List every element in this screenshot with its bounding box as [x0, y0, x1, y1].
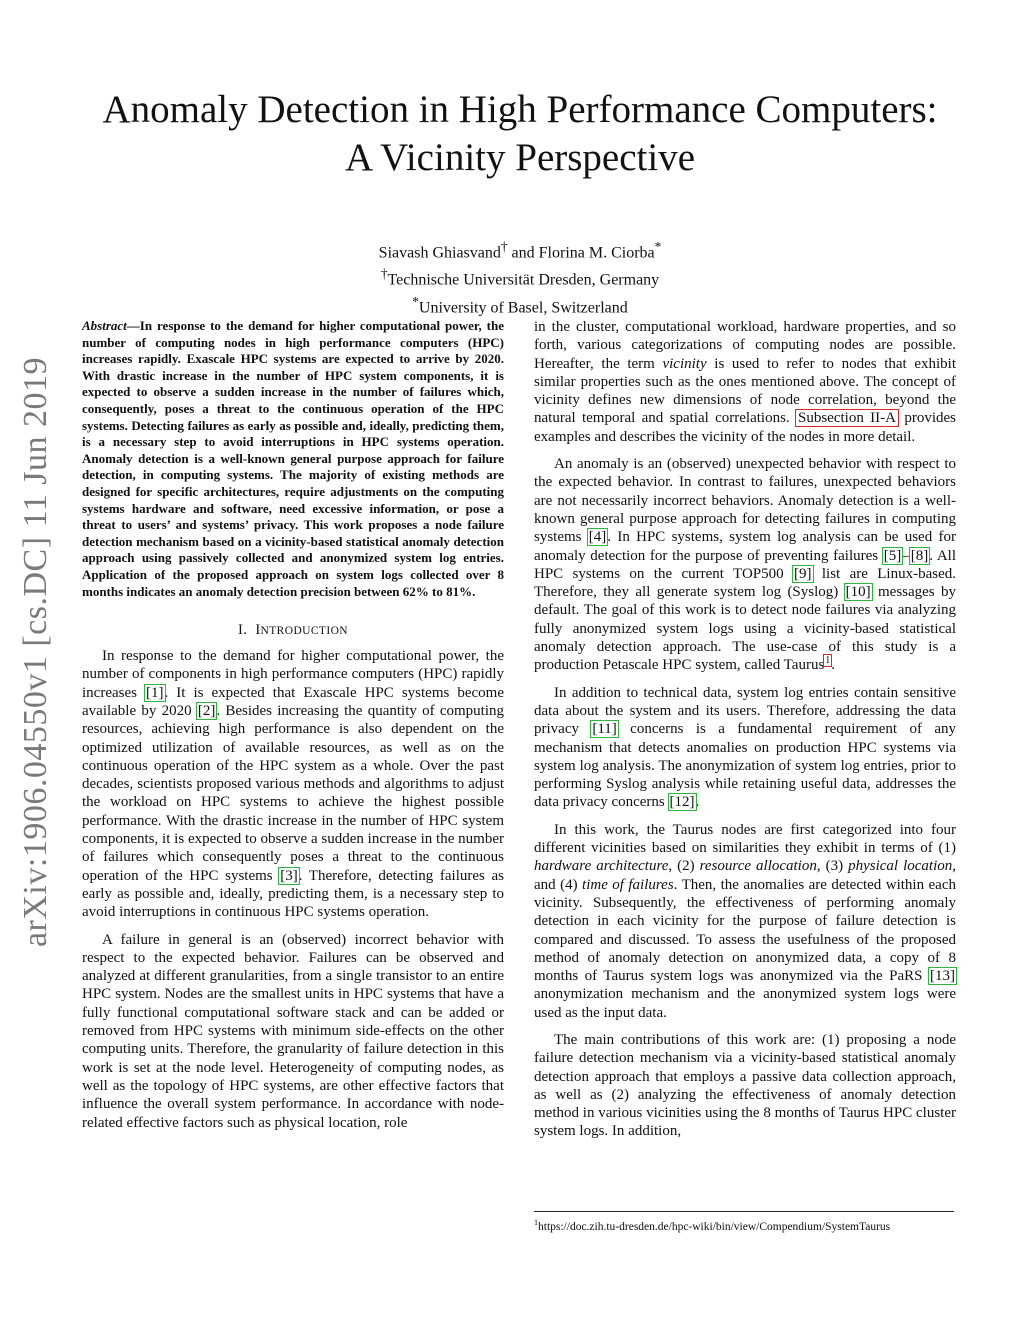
paper-title: [70, 86, 970, 182]
intro-paragraph-2: A failure in general is an (observed) incorrect behavior with respect to the expected behavior. Failures can be observed and analyzed at different granularities, from a single transistor to an entire HPC system. Nodes are the smallest units in HPC systems that have a fully functional computational software stack and can be added or removed from HPC systems with minimum side-effects on the other computing units. Therefore, the granularity of failure detection in this work is set at the node level. Heterogeneity of computing nodes, as well as the topology of HPC systems, are other effective factors that influence the overall system performance. In accordance with node-related effective factors such as physical location, role: [82, 931, 504, 1131]
citation-link[interactable]: [3]: [280, 867, 298, 884]
title-line-1: Anomaly Detection in High Performance Computers:: [102, 88, 938, 131]
author-names: Siavash Ghiasvand† and Florina M. Ciorba*: [378, 239, 662, 262]
footnote-divider: [534, 1211, 954, 1212]
citation-link[interactable]: [12]: [669, 794, 695, 811]
section-heading-introduction: I. INTRODUCTION: [237, 622, 348, 639]
arxiv-identifier-text: arXiv:1906.04550v1 [cs.DC] 11 Jun 2019: [17, 357, 54, 948]
citation-link[interactable]: [9]: [794, 565, 812, 582]
affiliation-2: *University of Basel, Switzerland: [412, 293, 628, 316]
citation-link[interactable]: [5]: [883, 547, 902, 564]
author-block: [70, 236, 970, 318]
left-column: [82, 318, 504, 1132]
citation-link[interactable]: [4]: [588, 529, 607, 546]
intro-paragraph-3: in the cluster, computational workload, hardware properties, and so forth, various categorizations of computing nodes are possible. Hereafter, the term vicinity is used to refer to nodes that exhibit similar properties such as the ones mentioned above. The concept of vicinity defines new dimensions of node correlation, beyond the natural temporal and spatial correlations. Subsection II-A provides examples and describes the vicinity of the nodes in more detail.: [534, 319, 956, 445]
citation-link[interactable]: [13]: [930, 968, 955, 985]
right-column: [534, 318, 956, 1141]
intro-paragraph-7: The main contributions of this work are: (1) proposing a node failure detection mechanism via a vicinity-based statistical anomaly detection approach that employs a passive data collection approach, as well as (2) analyzing the effectiveness of anomaly detection method in various vicinities using the 8 months of Taurus HPC cluster system logs. In addition,: [534, 1031, 956, 1140]
abstract-text: —In response to the demand for higher computational power, the number of computing nodes in high performance computers (HPC) increases rapidly. Exascale HPC systems are expected to arrive by 2020. With drastic increase in the number of HPC system components, it is expected to observe a sudden increase in the number of failures which, consequently, poses a threat to the continuous operation of the HPC systems. Detecting failures as early as possible and, ideally, predicting them, is a necessary step to avoid interruptions in HPC systems operation. Anomaly detection is a well-known general purpose approach for failure detection, in computing systems. The majority of existing methods are designed for specific architectures, require adjustments on the computing systems hardware and software, need excessive information, or pose a threat to users’ and systems’ privacy. This work proposes a node failure detection mechanism based on a vicinity-based statistical anomaly detection approach using passively collected and anonymized system log entries. Application of the proposed approach on system logs collected over 8 months indicates an anomaly detection precision between 62% to 81%.: [82, 318, 504, 599]
intro-paragraph-6: In this work, the Taurus nodes are first categorized into four different vicinities based on similarities they exhibit in terms of (1) hardware architecture, (2) resource allocation, (3) physical location, and (4) time of failures. Then, the anomalies are detected within each vicinity. Subsequently, the effectiveness of performing anomaly detection in each vicinity for the purpose of failure detection is compared and discussed. To assess the usefulness of the proposed method of anomaly detection on anonymized data, a copy of 8 months of Taurus system logs was anonymized via the PaRS [13] anonymization mechanism and the anonymized system logs were used as the input data.: [534, 821, 956, 1021]
intro-paragraph-1: In response to the demand for higher computational power, the number of components in high performance computers (HPC) rapidly increases [1]. It is expected that Exascale HPC systems become available by 2020 [2]. Besides increasing the quantity of computing resources, achieving high performance is also dependent on the optimized utilization of available resources, as well as on the continuous operation of the HPC system as a whole. Over the past decades, scientists proposed various methods and algorithms to adjust the workload on HPC systems to achieve the highest possible performance. With the drastic increase in the number of HPC system components, it is expected to observe a sudden increase in the number of failures which consequently poses a threat to the continuous operation of the HPC systems [3]. Therefore, detecting failures as early as possible and, ideally, predicting them, is a necessary step to avoid interruptions in continuous HPC systems operation.: [82, 648, 504, 921]
arxiv-identifier: [6, 357, 66, 948]
subsection-link[interactable]: Subsection II-A: [798, 410, 896, 427]
citation-link[interactable]: [1]: [146, 684, 164, 701]
footnote-link[interactable]: 1: [825, 655, 831, 667]
citation-link[interactable]: [8]: [910, 547, 929, 564]
intro-paragraph-4: An anomaly is an (observed) unexpected behavior with respect to the expected behavior. In contrast to failures, unexpected behaviors are not necessarily incorrect behaviors. Anomaly detection is a well-known general purpose approach for detecting failures in computing systems [4]. In HPC systems, system log analysis can be used for anomaly detection for the purpose of preventing failures [5]–[8]. All HPC systems on the current TOP500 [9] list are Linux-based. Therefore, they all generate system log (Syslog) [10] messages by default. The goal of this work is to detect node failures via analyzing fully anonymized system logs using a vicinity-based statistical anomaly detection approach. The use-case of this study is a production Petascale HPC system, called Taurus$^1$.: [534, 456, 957, 674]
footnote-url[interactable]: https://doc.zih.tu-dresden.de/hpc-wiki/bin/view/Compendium/SystemTaurus: [538, 1220, 891, 1233]
affiliation-1: †Technische Universität Dresden, Germany: [380, 266, 660, 289]
citation-link[interactable]: [10]: [845, 584, 871, 601]
citation-link[interactable]: [2]: [197, 702, 216, 719]
footnote: $^1$https://doc.zih.tu-dresden.de/hpc-wiki/bin/view/Compendium/SystemTaurus: [534, 1218, 891, 1233]
citation-link[interactable]: [11]: [592, 721, 617, 738]
abstract: [82, 318, 504, 600]
title-line-2: A Vicinity Perspective: [344, 136, 696, 179]
intro-paragraph-5: In addition to technical data, system log entries contain sensitive data about the system and its users. Therefore, addressing the data privacy [11] concerns is a fundamental requirement of any mechanism that detects anomalies on production HPC systems via system log analysis. The anonymization of system log entries, prior to performing Syslog analysis while retaining useful data, addresses the data privacy concerns [12].: [534, 684, 956, 811]
abstract-label: Abstract: [82, 318, 127, 333]
